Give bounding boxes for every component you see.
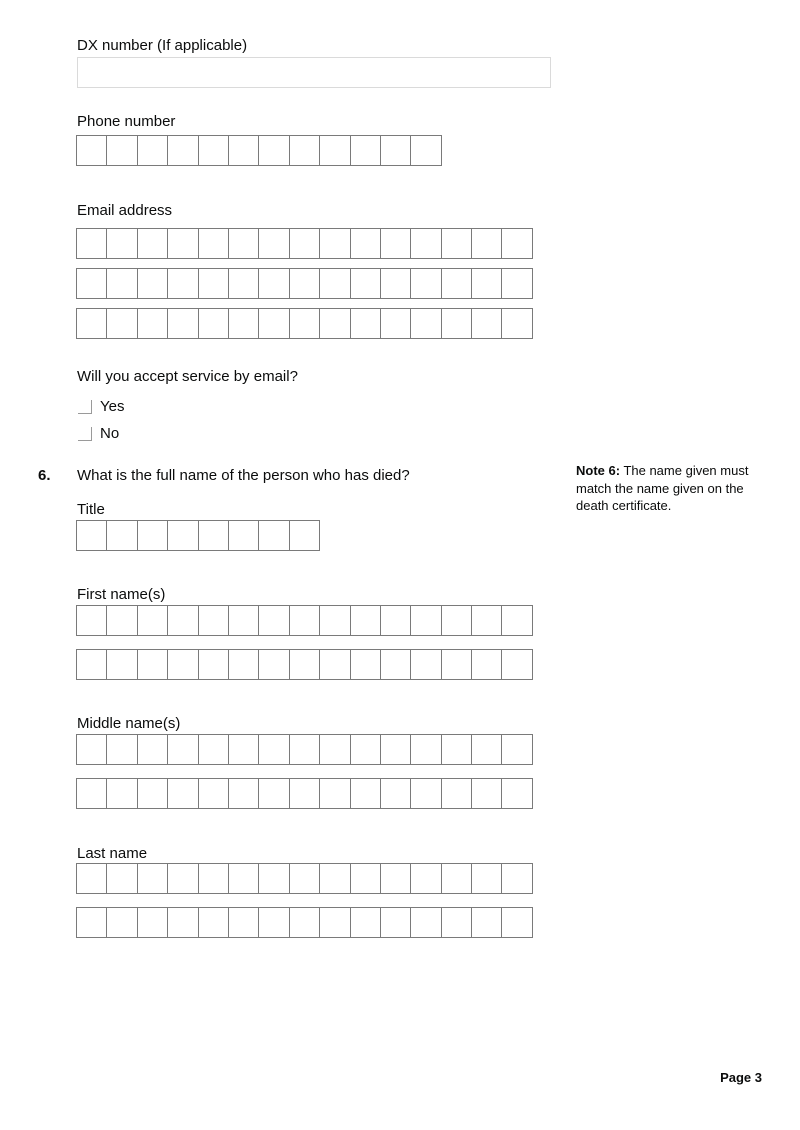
character-box[interactable] [199, 908, 229, 937]
character-box[interactable] [381, 864, 411, 893]
character-box[interactable] [320, 779, 350, 808]
character-box[interactable] [259, 521, 289, 550]
character-box[interactable] [259, 229, 289, 258]
character-box[interactable] [351, 864, 381, 893]
character-box[interactable] [229, 229, 259, 258]
character-box[interactable] [229, 735, 259, 764]
character-box[interactable] [411, 606, 441, 635]
character-box[interactable] [259, 735, 289, 764]
character-box[interactable] [77, 309, 107, 338]
character-box[interactable] [290, 908, 320, 937]
character-box[interactable] [107, 735, 137, 764]
character-box[interactable] [138, 136, 168, 165]
character-box[interactable] [259, 908, 289, 937]
character-box[interactable] [472, 908, 502, 937]
character-box[interactable] [229, 606, 259, 635]
no-label: No [100, 425, 120, 442]
character-box[interactable] [381, 229, 411, 258]
character-box[interactable] [351, 779, 381, 808]
character-box[interactable] [381, 309, 411, 338]
character-box[interactable] [77, 606, 107, 635]
character-box[interactable] [502, 650, 532, 679]
dx-number-label: DX number (If applicable) [77, 37, 248, 54]
character-box[interactable] [229, 779, 259, 808]
character-box[interactable] [259, 779, 289, 808]
character-box[interactable] [381, 779, 411, 808]
character-box[interactable] [290, 229, 320, 258]
character-box[interactable] [229, 136, 259, 165]
character-box[interactable] [138, 779, 168, 808]
character-box[interactable] [77, 521, 107, 550]
character-box[interactable] [472, 269, 502, 298]
title-label: Title [77, 501, 105, 518]
service-by-email-question: Will you accept service by email? [77, 368, 298, 385]
character-box[interactable] [442, 309, 472, 338]
character-box[interactable] [259, 309, 289, 338]
character-box[interactable] [168, 606, 198, 635]
character-box[interactable] [199, 650, 229, 679]
character-box[interactable] [138, 229, 168, 258]
yes-label: Yes [100, 398, 125, 415]
character-box[interactable] [229, 650, 259, 679]
character-box[interactable] [229, 309, 259, 338]
character-box[interactable] [502, 269, 532, 298]
character-box[interactable] [107, 779, 137, 808]
character-box[interactable] [411, 779, 441, 808]
character-box[interactable] [320, 908, 350, 937]
character-box[interactable] [411, 229, 441, 258]
yes-checkbox[interactable] [78, 400, 92, 414]
character-box[interactable] [259, 864, 289, 893]
character-box[interactable] [107, 908, 137, 937]
character-box[interactable] [199, 269, 229, 298]
character-box[interactable] [168, 136, 198, 165]
character-box[interactable] [199, 735, 229, 764]
character-box[interactable] [502, 229, 532, 258]
character-box[interactable] [138, 650, 168, 679]
email-address-boxes-row-2[interactable] [76, 268, 533, 299]
character-box[interactable] [351, 606, 381, 635]
character-box[interactable] [168, 779, 198, 808]
question-6-text: What is the full name of the person who has died? [77, 467, 410, 484]
character-box[interactable] [472, 229, 502, 258]
character-box[interactable] [472, 864, 502, 893]
character-box[interactable] [199, 136, 229, 165]
first-names-boxes-row-1[interactable] [76, 605, 533, 636]
character-box[interactable] [290, 269, 320, 298]
option-yes[interactable] [78, 398, 124, 416]
character-box[interactable] [290, 521, 320, 550]
character-box[interactable] [320, 269, 350, 298]
character-box[interactable] [168, 864, 198, 893]
character-box[interactable] [138, 735, 168, 764]
note-6-label: Note 6: [576, 463, 621, 478]
character-box[interactable] [77, 908, 107, 937]
character-box[interactable] [77, 229, 107, 258]
character-box[interactable] [199, 229, 229, 258]
character-box[interactable] [168, 735, 198, 764]
character-box[interactable] [320, 650, 350, 679]
title-boxes[interactable] [76, 520, 320, 551]
character-box[interactable] [259, 269, 289, 298]
character-box[interactable] [107, 521, 137, 550]
page-number: Page 3 [720, 1070, 762, 1085]
character-box[interactable] [502, 735, 532, 764]
character-box[interactable] [472, 735, 502, 764]
character-box[interactable] [107, 136, 137, 165]
character-box[interactable] [351, 309, 381, 338]
character-box[interactable] [411, 650, 441, 679]
character-box[interactable] [259, 606, 289, 635]
character-box[interactable] [502, 779, 532, 808]
character-box[interactable] [472, 606, 502, 635]
character-box[interactable] [351, 269, 381, 298]
character-box[interactable] [138, 269, 168, 298]
character-box[interactable] [168, 521, 198, 550]
character-box[interactable] [77, 735, 107, 764]
character-box[interactable] [199, 521, 229, 550]
character-box[interactable] [351, 650, 381, 679]
character-box[interactable] [442, 864, 472, 893]
character-box[interactable] [502, 606, 532, 635]
character-box[interactable] [290, 309, 320, 338]
character-box[interactable] [107, 650, 137, 679]
character-box[interactable] [320, 229, 350, 258]
character-box[interactable] [229, 269, 259, 298]
character-box[interactable] [290, 650, 320, 679]
character-box[interactable] [77, 864, 107, 893]
character-box[interactable] [320, 136, 350, 165]
first-names-label: First name(s) [77, 586, 166, 603]
first-names-boxes-row-2[interactable] [76, 649, 533, 680]
character-box[interactable] [442, 650, 472, 679]
no-checkbox[interactable] [78, 427, 92, 441]
character-box[interactable] [381, 908, 411, 937]
character-box[interactable] [442, 735, 472, 764]
character-box[interactable] [168, 650, 198, 679]
character-box[interactable] [502, 864, 532, 893]
email-address-boxes-row-3[interactable] [76, 308, 533, 339]
character-box[interactable] [138, 521, 168, 550]
character-box[interactable] [290, 136, 320, 165]
character-box[interactable] [290, 779, 320, 808]
character-box[interactable] [77, 269, 107, 298]
phone-number-label: Phone number [77, 113, 176, 130]
character-box[interactable] [411, 864, 441, 893]
character-box[interactable] [381, 735, 411, 764]
character-box[interactable] [229, 864, 259, 893]
character-box[interactable] [351, 735, 381, 764]
middle-names-boxes-row-1[interactable] [76, 734, 533, 765]
character-box[interactable] [502, 309, 532, 338]
character-box[interactable] [411, 908, 441, 937]
option-no[interactable] [78, 425, 119, 443]
character-box[interactable] [442, 229, 472, 258]
character-box[interactable] [168, 229, 198, 258]
last-name-label: Last name [77, 845, 148, 862]
character-box[interactable] [107, 864, 137, 893]
character-box[interactable] [138, 908, 168, 937]
character-box[interactable] [138, 606, 168, 635]
phone-number-boxes[interactable] [76, 135, 442, 166]
character-box[interactable] [472, 650, 502, 679]
character-box[interactable] [77, 779, 107, 808]
character-box[interactable] [290, 864, 320, 893]
note-6-text: The name given must match the name given on the death certificate. [576, 463, 749, 513]
question-6-number: 6. [38, 467, 51, 484]
character-box[interactable] [381, 650, 411, 679]
character-box[interactable] [351, 908, 381, 937]
dx-number-input[interactable] [77, 57, 551, 88]
character-box[interactable] [229, 908, 259, 937]
middle-names-boxes-row-2[interactable] [76, 778, 533, 809]
last-name-boxes-row-1[interactable] [76, 863, 533, 894]
character-box[interactable] [259, 650, 289, 679]
character-box[interactable] [199, 779, 229, 808]
character-box[interactable] [472, 309, 502, 338]
character-box[interactable] [351, 136, 381, 165]
email-address-boxes-row-1[interactable] [76, 228, 533, 259]
character-box[interactable] [502, 908, 532, 937]
character-box[interactable] [107, 269, 137, 298]
character-box[interactable] [168, 908, 198, 937]
character-box[interactable] [320, 606, 350, 635]
email-address-label: Email address [77, 202, 173, 219]
character-box[interactable] [138, 309, 168, 338]
character-box[interactable] [442, 779, 472, 808]
character-box[interactable] [442, 908, 472, 937]
character-box[interactable] [229, 521, 259, 550]
character-box[interactable] [442, 269, 472, 298]
character-box[interactable] [381, 269, 411, 298]
character-box[interactable] [320, 309, 350, 338]
character-box[interactable] [199, 606, 229, 635]
character-box[interactable] [411, 136, 441, 165]
character-box[interactable] [259, 136, 289, 165]
character-box[interactable] [290, 606, 320, 635]
character-box[interactable] [351, 229, 381, 258]
character-box[interactable] [199, 309, 229, 338]
character-box[interactable] [411, 735, 441, 764]
character-box[interactable] [138, 864, 168, 893]
character-box[interactable] [320, 735, 350, 764]
character-box[interactable] [472, 779, 502, 808]
middle-names-label: Middle name(s) [77, 715, 181, 732]
character-box[interactable] [77, 650, 107, 679]
last-name-boxes-row-2[interactable] [76, 907, 533, 938]
character-box[interactable] [199, 864, 229, 893]
note-6 [576, 462, 776, 515]
character-box[interactable] [168, 309, 198, 338]
character-box[interactable] [168, 269, 198, 298]
character-box[interactable] [381, 606, 411, 635]
character-box[interactable] [381, 136, 411, 165]
character-box[interactable] [77, 136, 107, 165]
character-box[interactable] [107, 606, 137, 635]
character-box[interactable] [411, 309, 441, 338]
character-box[interactable] [107, 229, 137, 258]
character-box[interactable] [320, 864, 350, 893]
character-box[interactable] [411, 269, 441, 298]
character-box[interactable] [107, 309, 137, 338]
character-box[interactable] [442, 606, 472, 635]
character-box[interactable] [290, 735, 320, 764]
